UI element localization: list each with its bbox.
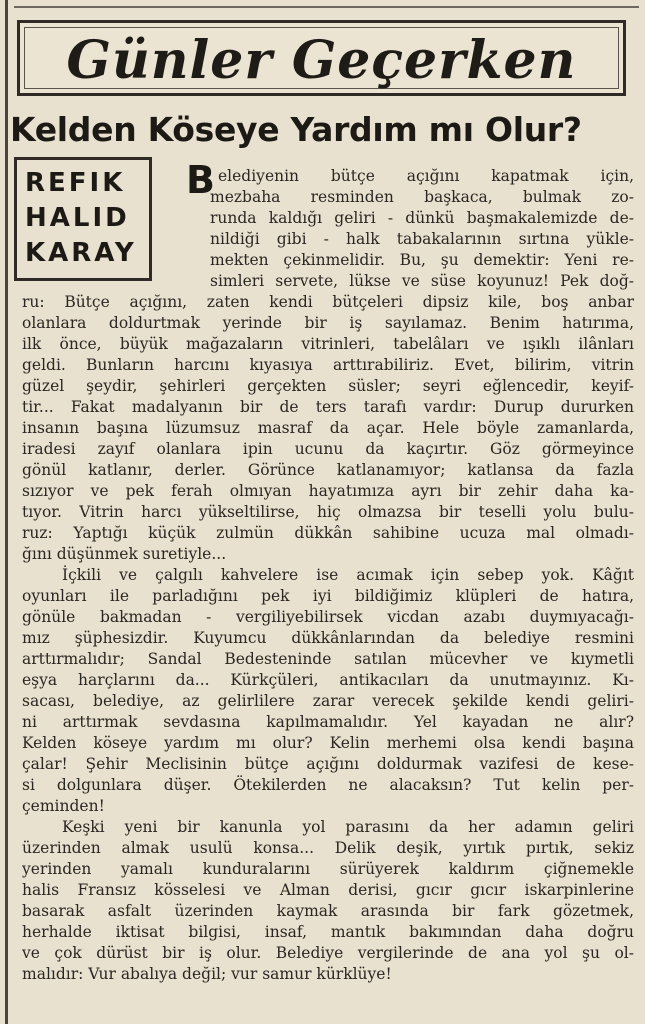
body-line: herhalde iktisat bilgisi, insaf, mantık bakımından daha doğru bbox=[22, 923, 634, 941]
body-line: sızıyor ve pek ferah olmıyan hayatımıza ayrı bir zehir daha ka- bbox=[22, 482, 634, 500]
body-line: yerinden yamalı kunduralarını sürüyerek kaldırım çiğnemekle bbox=[22, 860, 634, 878]
body-line: İçkili ve çalgılı kahvelere ise acımak için sebep yok. Kâğıt bbox=[62, 566, 634, 584]
body-line: basarak asfalt üzerinden kaymak arasında bir fark gözetmek, bbox=[22, 902, 634, 920]
body-line: mız şüphesizdir. Kuyumcu dükkânlarından da belediye resmini bbox=[22, 629, 634, 647]
body-line: eşya harçlarını da... Kürkçüleri, antikacıları da unutmayınız. Kı- bbox=[22, 671, 634, 689]
body-line: mekten çekinmelidir. Bu, şu demektir: Yeni re- bbox=[210, 251, 634, 269]
body-line: çeminden! bbox=[22, 797, 105, 815]
body-line: runda kaldığı geliri - dünkü başmakalemizde de- bbox=[210, 209, 634, 227]
body-line: arttırmalıdır; Sandal Bedesteninde satılan mücevher ve kıymetli bbox=[22, 650, 634, 668]
body-line: ruz: Yaptığı küçük zulmün dükkân sahibine ucuza mal olmadı- bbox=[22, 524, 634, 542]
body-line: nildiği gibi - halk tabakalarının sırtına yükle- bbox=[210, 230, 634, 248]
body-line: tıyor. Vitrin harcı yükseltilirse, hiç olmazsa bir teselli yolu bulu- bbox=[22, 503, 634, 521]
body-line: mezbaha resminden başkaca, bulmak zo- bbox=[210, 188, 634, 206]
top-rule bbox=[14, 6, 639, 8]
body-line: malıdır: Vur abalıya değil; vur samur kürklüye! bbox=[22, 965, 392, 983]
body-line: iradesi zayıf olanlara ipin ucunu da kaçırtır. Göz görmeyince bbox=[22, 440, 634, 458]
body-line: gönüle bakmadan - vergiliyebilirsek vicdan azabı duymıyacağı- bbox=[22, 608, 634, 626]
body-line: halis Fransız kösselesi ve Alman derisi, gıcır gıcır iskarpinlerine bbox=[22, 881, 634, 899]
body-line: simleri servete, lükse ve süse koyunuz! Pek doğ- bbox=[210, 272, 634, 290]
body-line: üzerinden almak usulü konsa... Delik deşik, yırtık pırtık, sekiz bbox=[22, 839, 634, 857]
drop-cap: B bbox=[186, 158, 215, 202]
body-line: ve çok dürüst bir iş olur. Belediye vergilerinde de ana yol şu ol- bbox=[22, 944, 634, 962]
body-line: geldi. Bunların harcını kıyasıya arttırabiliriz. Evet, bilirim, vitrin bbox=[22, 356, 634, 374]
body-line: si dolgunlara düşer. Ötekilerden ne alacaksın? Tut kelin per- bbox=[22, 776, 634, 794]
author-box bbox=[14, 157, 152, 281]
author-last-name: KARAY bbox=[25, 238, 137, 268]
body-line: sacası, belediye, az gelirlilere zarar verecek şekilde kendi geliri- bbox=[22, 692, 634, 710]
body-line: tir... Fakat madalyanın bir de ters tarafı vardır: Durup dururken bbox=[22, 398, 634, 416]
column-masthead bbox=[17, 20, 626, 96]
body-line: insanın başına lüzumsuz masraf da açar. Hele böyle zamanlarda, bbox=[22, 419, 634, 437]
author-middle-name: HALID bbox=[25, 203, 130, 233]
body-line: ğını düşünmek suretiyle... bbox=[22, 545, 227, 563]
column-title: Günler Geçerken bbox=[66, 30, 577, 91]
body-line: ru: Bütçe açığını, zaten kendi bütçeleri dipsiz kile, boş anbar bbox=[22, 293, 634, 311]
body-line: güzel şeydir, şehirleri gerçekten süsler; seyri eğlencedir, keyif- bbox=[22, 377, 634, 395]
body-line: olanlara doldurtmak yerinde bir iş sayılamaz. Benim hatırıma, bbox=[22, 314, 634, 332]
column-rule bbox=[5, 0, 8, 1024]
body-line: oyunları ile parladığını pek iyi bildiğimiz klüpleri de hatıra, bbox=[22, 587, 634, 605]
body-line: ilk önce, büyük mağazaların vitrinleri, tabelâları ve ışıklı ilânları bbox=[22, 335, 634, 353]
body-line: Kelden köseye yardım mı olur? Kelin merhemi olsa kendi başına bbox=[22, 734, 634, 752]
body-line: ni arttırmak sevdasına kapılmamalıdır. Yel kayadan ne alır? bbox=[22, 713, 634, 731]
body-line: Keşki yeni bir kanunla yol parasını da her adamın geliri bbox=[62, 818, 634, 836]
author-first-name: REFIK bbox=[25, 168, 126, 198]
article-headline: Kelden Köseye Yardım mı Olur? bbox=[10, 110, 582, 149]
body-line: çalar! Şehir Meclisinin bütçe açığını doldurmak vazifesi de kese- bbox=[22, 755, 634, 773]
body-line: elediyenin bütçe açığını kapatmak için, bbox=[218, 167, 634, 185]
body-line: gönül katlanır, derler. Görünce katlanamıyor; katlansa da fazla bbox=[22, 461, 634, 479]
